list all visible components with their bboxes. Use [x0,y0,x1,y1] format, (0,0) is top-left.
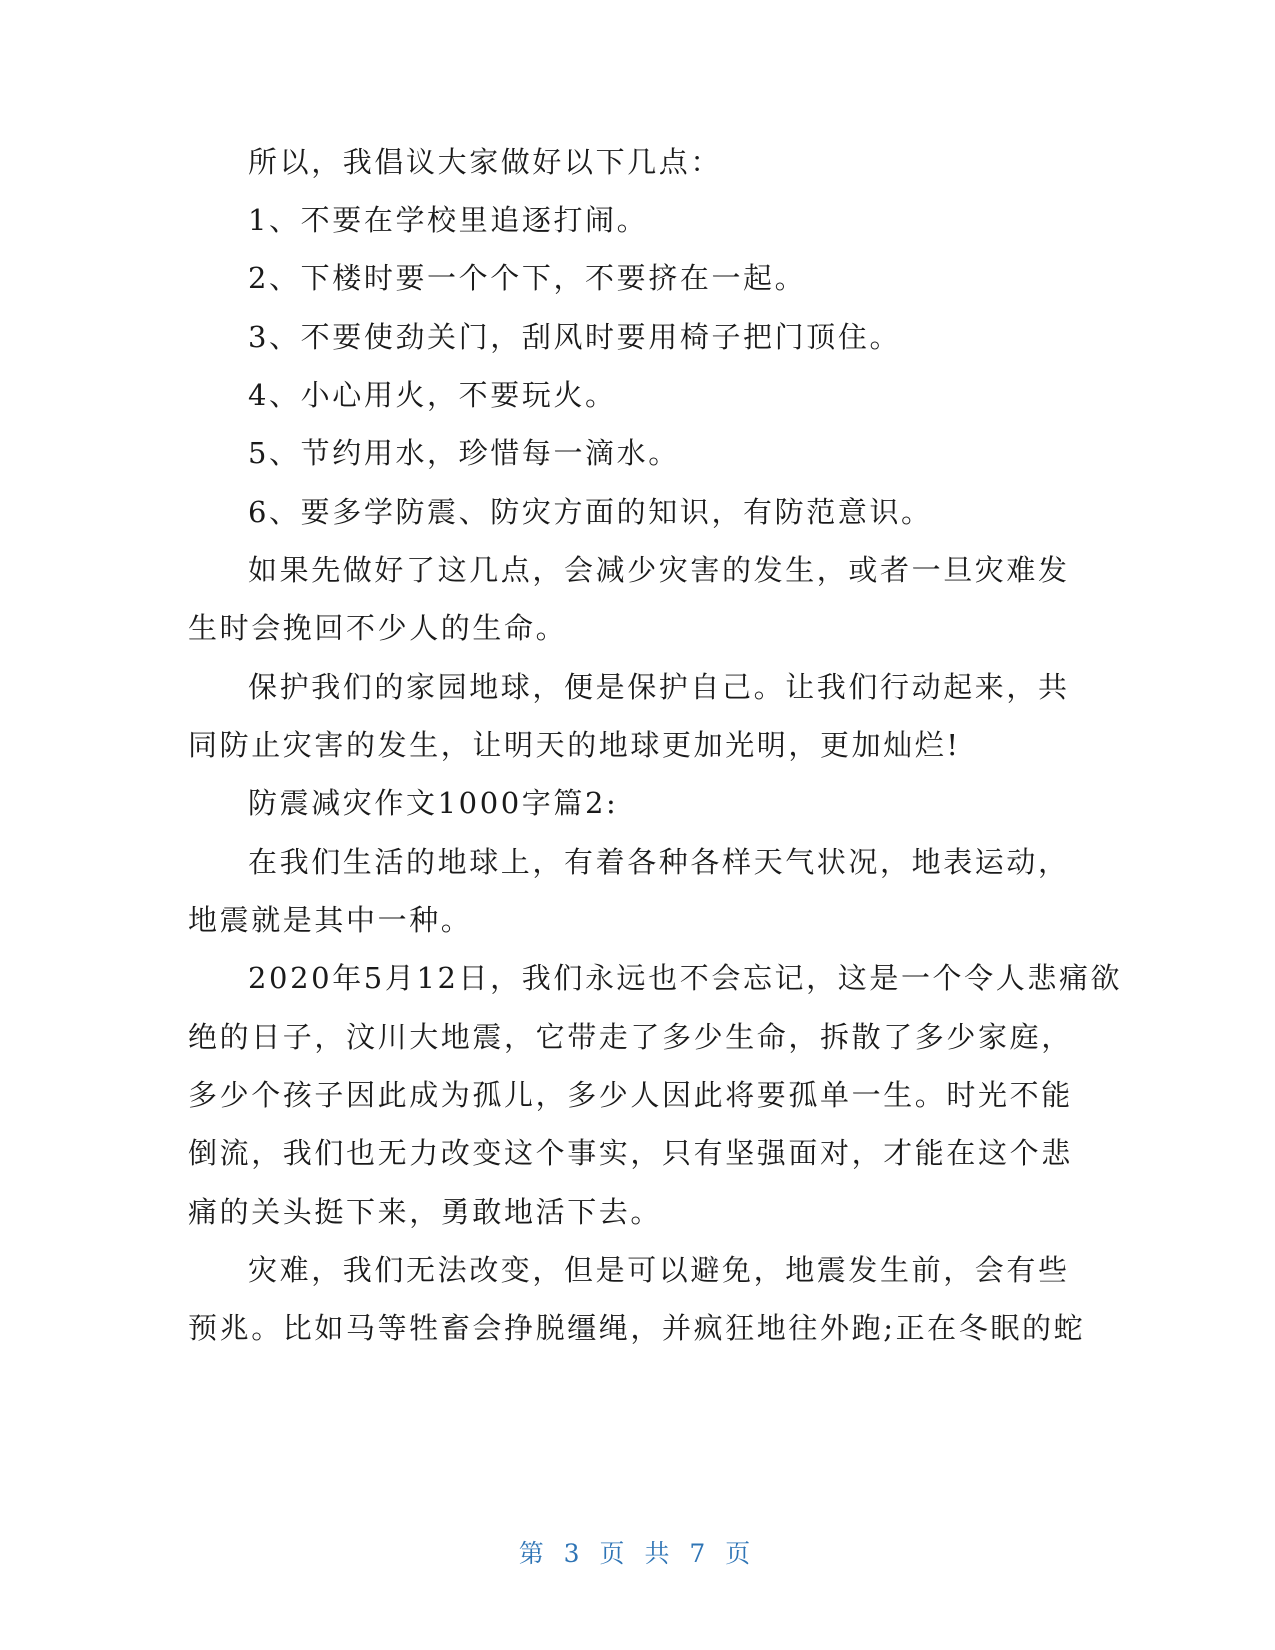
text-line: 痛的关头挺下来，勇敢地活下去。 [188,1195,663,1229]
list-item: 6、要多学防震、防灾方面的知识，有防范意识。 [248,495,933,529]
list-item: 5、节约用水，珍惜每一滴水。 [248,436,680,470]
text-line: 绝的日子，汶川大地震，它带走了多少生命，拆散了多少家庭， [188,1020,1073,1054]
text-line: 如果先做好了这几点，会减少灾害的发生，或者一旦灾难发 [248,553,1070,587]
text-line: 同防止灾害的发生，让明天的地球更加光明，更加灿烂! [188,728,961,762]
text-line: 保护我们的家园地球，便是保护自己。让我们行动起来，共 [248,670,1070,704]
list-item: 4、小心用火，不要玩火。 [248,378,617,412]
text-line: 多少个孩子因此成为孤儿，多少人因此将要孤单一生。时光不能 [188,1078,1073,1112]
text-line: 地震就是其中一种。 [188,903,473,937]
section-heading: 防震减灾作文1000字篇2: [248,786,619,820]
text-line: 预兆。比如马等牲畜会挣脱缰绳，并疯狂地往外跑;正在冬眠的蛇 [188,1311,1086,1345]
text-line: 灾难，我们无法改变，但是可以避免，地震发生前，会有些 [248,1253,1070,1287]
text-line: 在我们生活的地球上，有着各种各样天气状况，地表运动， [248,845,1070,879]
list-item: 1、不要在学校里追逐打闹。 [248,203,649,237]
text-line: 2020年5月12日，我们永远也不会忘记，这是一个令人悲痛欲 [248,961,1123,995]
text-line: 所以，我倡议大家做好以下几点： [248,145,723,179]
list-item: 2、下楼时要一个个下，不要挤在一起。 [248,261,807,295]
text-line: 倒流，我们也无力改变这个事实，只有坚强面对，才能在这个悲 [188,1136,1073,1170]
page-number-footer: 第 3 页 共 7 页 [518,1539,757,1568]
text-line: 生时会挽回不少人的生命。 [188,611,568,645]
list-item: 3、不要使劲关门，刮风时要用椅子把门顶住。 [248,320,902,354]
